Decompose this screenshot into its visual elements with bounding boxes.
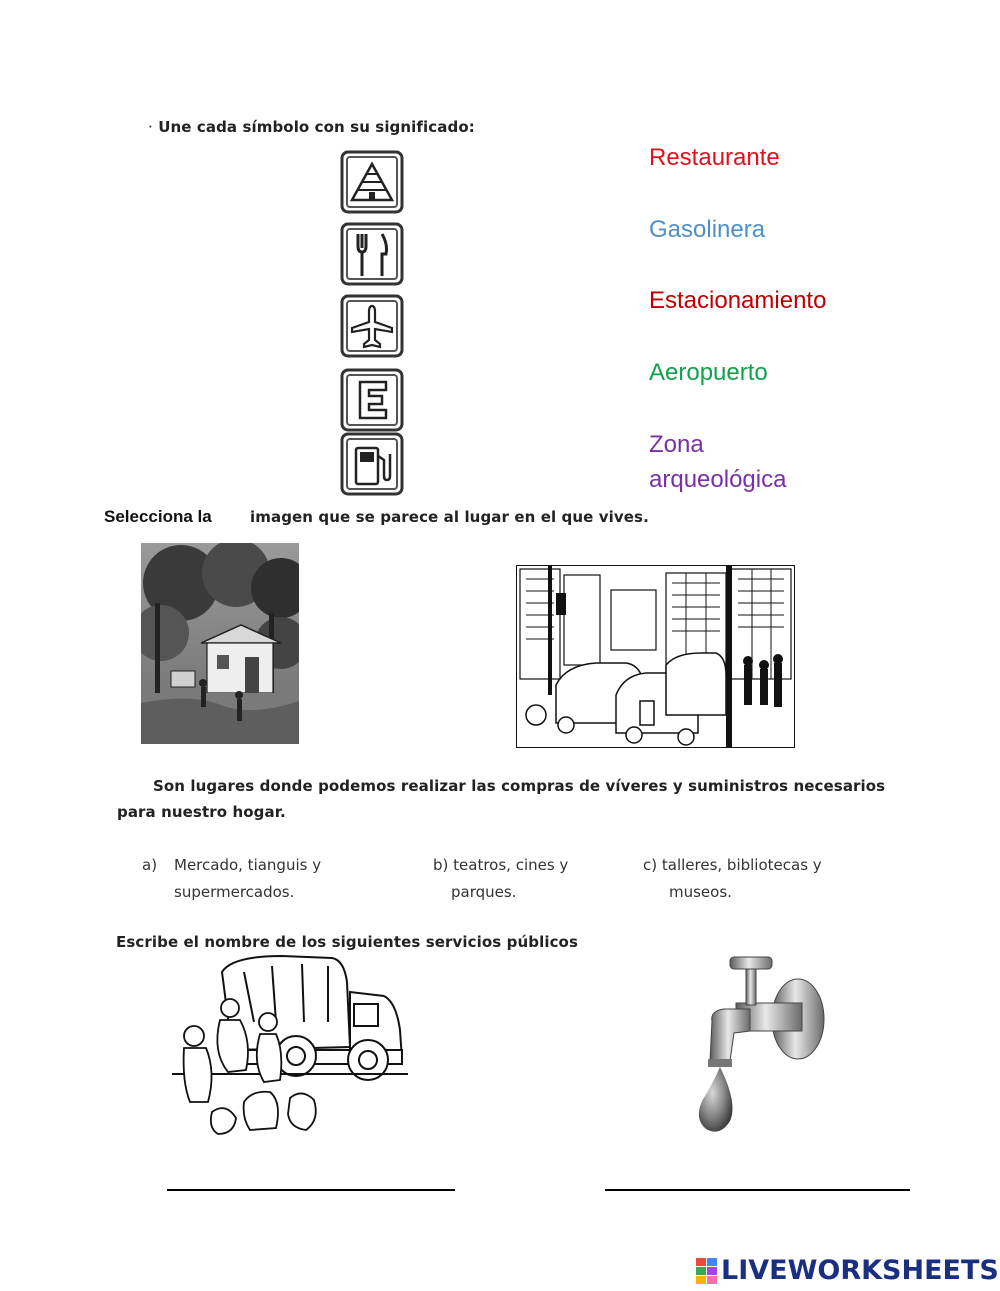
- liveworksheets-logo-icon: [696, 1258, 718, 1284]
- brand-name: LIVEWORKSHEETS: [721, 1255, 999, 1286]
- section1-heading: · Une cada símbolo con su significado:: [148, 118, 475, 136]
- water-tap-image[interactable]: [690, 953, 830, 1139]
- meaning-gasolinera[interactable]: Gasolinera: [649, 216, 766, 243]
- meaning-restaurante[interactable]: Restaurante: [649, 144, 780, 171]
- answer-line-1[interactable]: [167, 1189, 455, 1191]
- section2-heading-part1: Selecciona la: [104, 507, 212, 526]
- option-a[interactable]: a): [142, 856, 158, 874]
- fuel-pump-icon[interactable]: [340, 432, 404, 496]
- option-c-text[interactable]: c) talleres, bibliotecas y museos.: [643, 856, 822, 901]
- meaning-aeropuerto[interactable]: Aeropuerto: [649, 359, 768, 386]
- pyramid-icon[interactable]: [340, 150, 404, 214]
- rural-house-image[interactable]: [141, 543, 299, 744]
- city-street-image[interactable]: [516, 565, 795, 748]
- option-b-text[interactable]: b) teatros, cines y parques.: [433, 856, 569, 901]
- section4-heading: Escribe el nombre de los siguientes servicios públicos: [116, 933, 578, 951]
- letter-e-icon[interactable]: [340, 368, 404, 432]
- answer-line-2[interactable]: [605, 1189, 910, 1191]
- option-a-text[interactable]: Mercado, tianguis y supermercados.: [174, 856, 322, 901]
- meaning-zona-arqueologica[interactable]: Zona arqueológica: [649, 431, 787, 493]
- section3-question-line2: para nuestro hogar.: [117, 803, 286, 821]
- airplane-icon[interactable]: [340, 294, 404, 358]
- section3-question-line1: Son lugares donde podemos realizar las compras de víveres y suministros necesarios: [153, 777, 886, 795]
- fork-knife-icon[interactable]: [340, 222, 404, 286]
- section2-heading-part2: imagen que se parece al lugar en el que vives.: [250, 508, 649, 526]
- liveworksheets-logo: [696, 1255, 999, 1286]
- garbage-truck-image[interactable]: [172, 952, 408, 1142]
- meaning-estacionamiento[interactable]: Estacionamiento: [649, 287, 827, 314]
